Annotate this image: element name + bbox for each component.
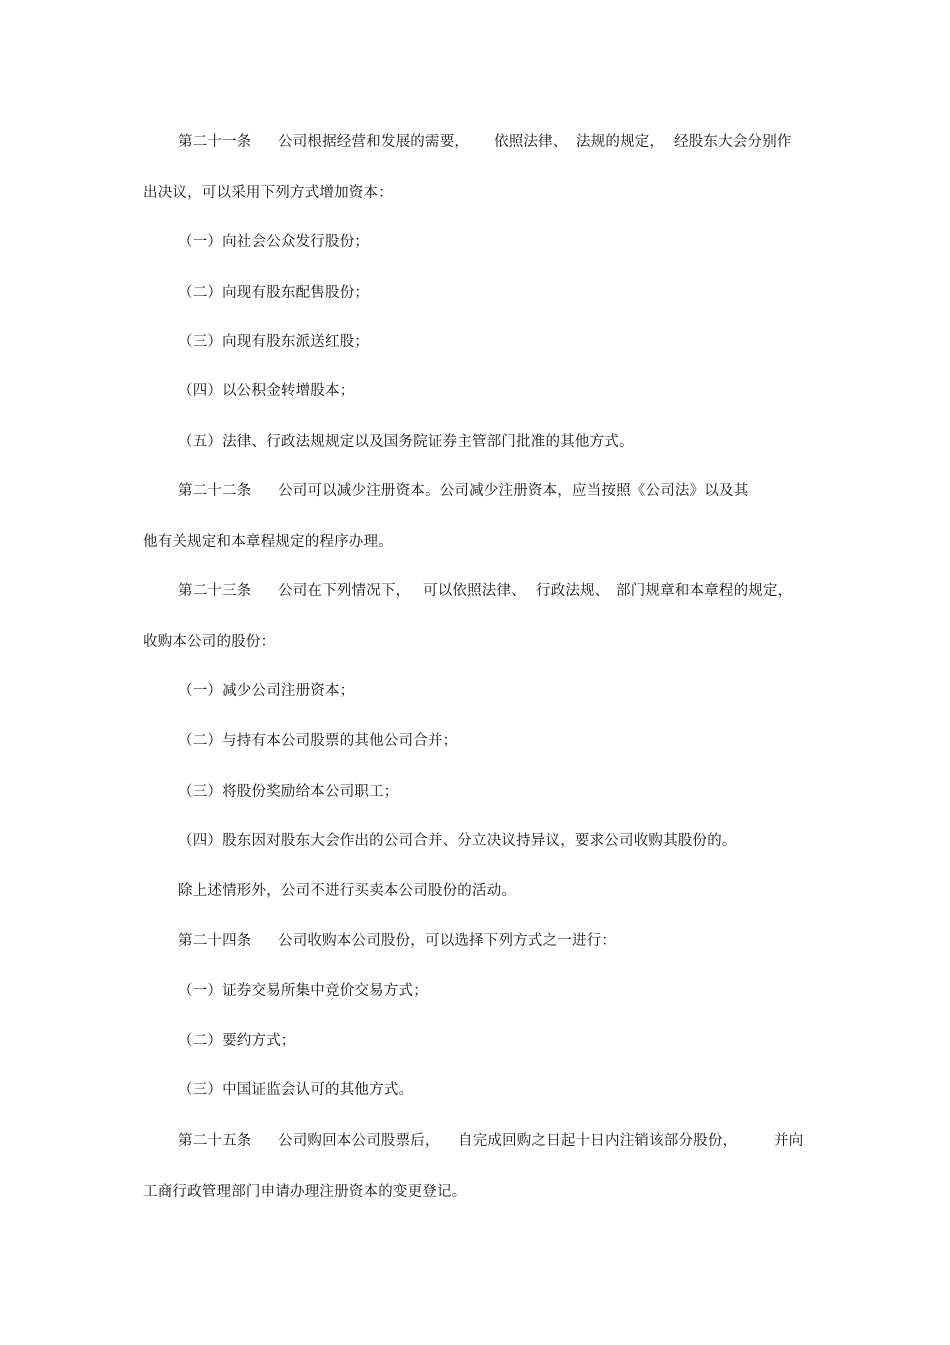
list-item-text: （三）向现有股东派送红股； [178,334,370,350]
list-item [178,381,354,401]
list-item [178,1031,296,1051]
list-item-text: （一）向社会公众发行股份； [178,234,370,250]
text-segment: 并向 [774,1133,804,1149]
list-item [178,332,369,352]
list-item-text: （四）以公积金转增股本； [178,383,355,399]
article-21-line-2 [143,183,393,203]
list-item-text: （二）要约方式； [178,1033,296,1049]
list-item-text: （二）与持有本公司股票的其他公司合并； [178,733,458,749]
text-segment: 部门规章和本章程的规定， [616,583,793,599]
text-segment: 公司根据经营和发展的需要， [278,134,470,150]
text-segment: 依照法律、 [494,134,568,150]
text-segment: 公司在下列情况下， [278,583,411,599]
text-segment: 法规的规定， [576,134,665,150]
list-item-text: （一）证券交易所集中竞价交易方式； [178,983,428,999]
article-22-line-2 [143,532,393,552]
list-item [178,1080,413,1100]
text-segment: 工商行政管理部门申请办理注册资本的变更登记。 [143,1184,467,1200]
text-segment: 公司收购本公司股份，可以选择下列方式之一进行： [278,933,617,949]
list-item-text: （二）向现有股东配售股份； [178,285,370,301]
list-item-text: （一）减少公司注册资本； [178,683,355,699]
list-item [178,681,354,701]
text-segment: 可以依照法律、 [423,583,526,599]
list-item-text: （三）将股份奖励给本公司职工； [178,784,399,800]
article-23-line-2 [143,632,275,652]
article-25-line-2 [143,1182,466,1202]
text-segment: 行政法规、 [536,583,610,599]
text-segment: 收购本公司的股份： [143,634,276,650]
article-24-heading: 第二十四条 [178,933,252,949]
article-21-heading: 第二十一条 [178,134,252,150]
text-segment: 出决议，可以采用下列方式增加资本： [143,185,393,201]
text-segment: 他有关规定和本章程规定的程序办理。 [143,534,393,550]
list-item-text: （三）中国证监会认可的其他方式。 [178,1082,414,1098]
paragraph [178,881,516,901]
list-item [178,432,634,452]
list-item-text: （四）股东因对股东大会作出的公司合并、分立决议持异议，要求公司收购其股份的。 [178,833,737,849]
list-item-text: （五）法律、行政法规规定以及国务院证券主管部门批准的其他方式。 [178,434,634,450]
article-23-heading: 第二十三条 [178,583,252,599]
text-segment: 经股东大会分别作 [674,134,792,150]
list-item [178,981,428,1001]
text-segment: 自完成回购之日起十日内注销该部分股份， [458,1133,738,1149]
list-item [178,831,737,851]
text-segment: 公司可以减少注册资本。公司减少注册资本，应当按照《公司法》以及其 [278,483,749,499]
text-segment: 除上述情形外，公司不进行买卖本公司股份的活动。 [178,883,517,899]
article-22-heading: 第二十二条 [178,483,252,499]
list-item [178,782,399,802]
text-segment: 公司购回本公司股票后， [278,1133,440,1149]
list-item [178,731,457,751]
article-25-heading: 第二十五条 [178,1133,252,1149]
list-item [178,232,369,252]
list-item [178,283,369,303]
